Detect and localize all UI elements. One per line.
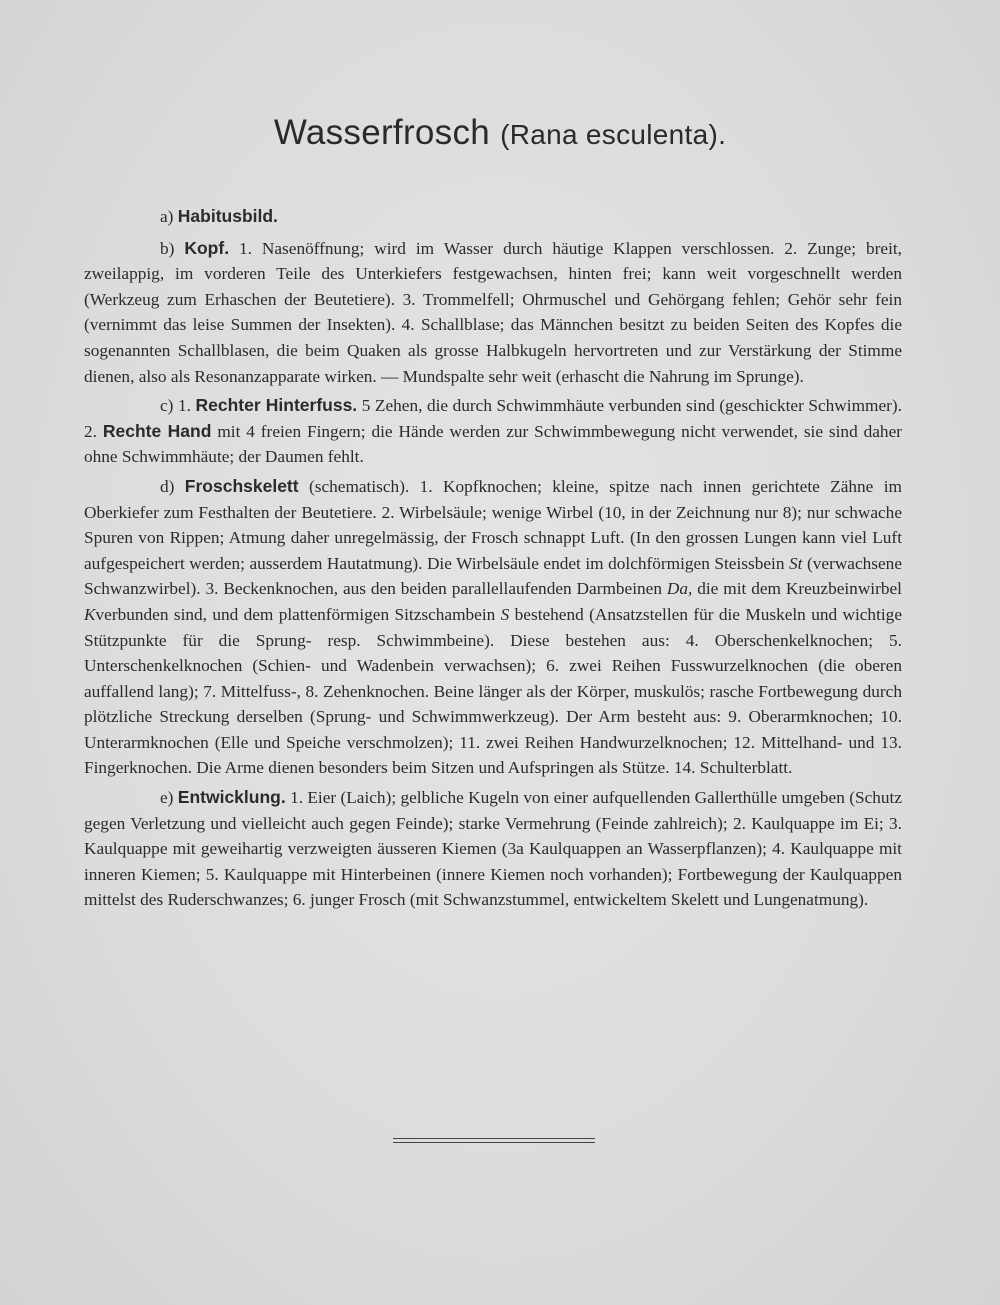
label-k: K (84, 604, 96, 624)
label-da: Da, (666, 579, 693, 599)
section-c-text2: mit 4 freien Fingern; die Hände werden zur Schwimmbewegung nicht verwendet, sie sind daher ohne Schwimmhäute; der Daumen fehlt. (84, 421, 902, 467)
section-b-text: 1. Nasenöffnung; wird im Wasser durch häutige Klappen verschlossen. 2. Zunge; breit, zweilappig, im vorderen Teile des Unterkiefers festgewachsen, hinten frei; kann weit vorgeschnellt werden (Werkzeug zum Erhaschen der Beutetiere). 3. Trommelfell; Ohrmuschel und Gehörgang fehlen; Gehör sehr fein (vernimmt das leise Summen der Insekten). 4. Schallblase; das Männchen besitzt zu beiden Seiten des Kopfes die sogenannten Schallblasen, die beim Quaken als grosse Halbkugeln hervortreten und zur Verstärkung der Stimme dienen, also als Resonanzapparate wirken. — Mundspalte sehr weit (erhascht die Nahrung im Sprunge). (84, 238, 902, 386)
title-main: Wasserfrosch (273, 113, 491, 152)
section-a-heading: Habitusbild. (177, 206, 278, 226)
section-e-label: e) (160, 788, 174, 808)
section-d-label: d) (160, 476, 175, 496)
section-e (84, 785, 902, 913)
section-e-text: 1. Eier (Laich); gelbliche Kugeln von einer aufquellenden Gallerthülle umgeben (Schutz gegen Verletzung und vielleicht auch gegen Feinde); starke Vermehrung (Feinde zahlreich); 2. Kaulquappe im Ei; 3. Kaulquappe mit geweihartig verzweigten äusseren Kiemen (3a Kaulquappen an Wasserpflanzen); 4. Kaulquappe mit inneren Kiemen; 5. Kaulquappe mit Hinterbeinen (innere Kiemen noch vorhanden); Fortbewegung der Kaulquappen mittelst des Ruderschwanzes; 6. junger Frosch (mit Schwanzstummel, entwickeltem Skelett und Lungenatmung). (84, 788, 902, 910)
section-c-text1: 5 Zehen, die durch Schwimmhäute verbunden sind (geschickter Schwimmer). (361, 396, 902, 416)
main-text (84, 200, 902, 913)
section-d-text-2: (verwachsene Schwanzwirbel). 3. Beckenknochen, aus den beiden parallellaufenden Darmbeinen (84, 553, 902, 599)
section-c-heading1: Rechter Hinterfuss. (195, 395, 358, 416)
section-c-num2: 2. (84, 421, 97, 441)
end-rule-bottom (393, 1142, 595, 1143)
section-b-heading: Kopf. (184, 237, 230, 258)
section-d (84, 474, 902, 781)
section-d-heading: Froschskelett (184, 475, 299, 496)
label-st: St (789, 553, 803, 573)
section-d-text-5: bestehend (Ansatzstellen für die Muskeln und wichtige Stützpunkte für die Sprung- resp. Schwimmbeine). Diese bestehen aus: 4. Oberschenkelknochen; 5. Unterschenkelknochen (Schien- und Wadenbein verwachsen); 6. zwei Reihen Fusswurzelknochen (die oberen auffallend lang); 7. Mittelfuss-, 8. Zehenknochen. Beine länger als der Körper, muskulös; rasche Fortbewegung durch plötzliche Streckung derselben (Sprung- und Schwimmwerkzeug). Der Arm besteht aus: 9. Oberarmknochen; 10. Unterarmknochen (Elle und Speiche verschmolzen); 11. zwei Reihen Handwurzelknochen; 12. Mittelhand- und 13. Fingerknochen. Die Arme dienen besonders beim Sitzen und Aufspringen als Stütze. 14. Schulterblatt. (84, 604, 902, 778)
page-title (0, 113, 1000, 153)
section-d-text-3: die mit dem Kreuzbeinwirbel (697, 579, 902, 599)
section-e-heading: Entwicklung. (177, 787, 286, 808)
section-d-text-1: (schematisch). 1. Kopfknochen; kleine, spitze nach innen gerichtete Zähne im Oberkiefer zum Festhalten der Beutetiere. 2. Wirbelsäule; wenige Wirbel (10, in der Zeichnung nur 8); nur schwache Spuren von Rippen; Atmung daher unregelmässig, der Frosch schnappt Luft. (In den grossen Lungen kann viel Luft aufgespeichert werden; ausserdem Hautatmung). Die Wirbelsäule endet im dolchförmigen Steissbein (84, 476, 902, 573)
section-c-heading2: Rechte Hand (102, 420, 212, 441)
title-scientific-name: (Rana esculenta). (500, 119, 727, 150)
section-d-text-4: verbunden sind, und dem plattenförmigen Sitzschambein (95, 604, 496, 624)
section-c-num1: 1. (177, 396, 191, 416)
section-a (84, 204, 902, 230)
section-c (84, 393, 902, 470)
section-b-label: b) (160, 238, 175, 258)
section-b (84, 236, 902, 390)
section-c-label: c) (160, 396, 174, 416)
end-rule-top (393, 1138, 595, 1139)
label-s: S (500, 604, 510, 624)
section-a-label: a) (160, 207, 174, 226)
